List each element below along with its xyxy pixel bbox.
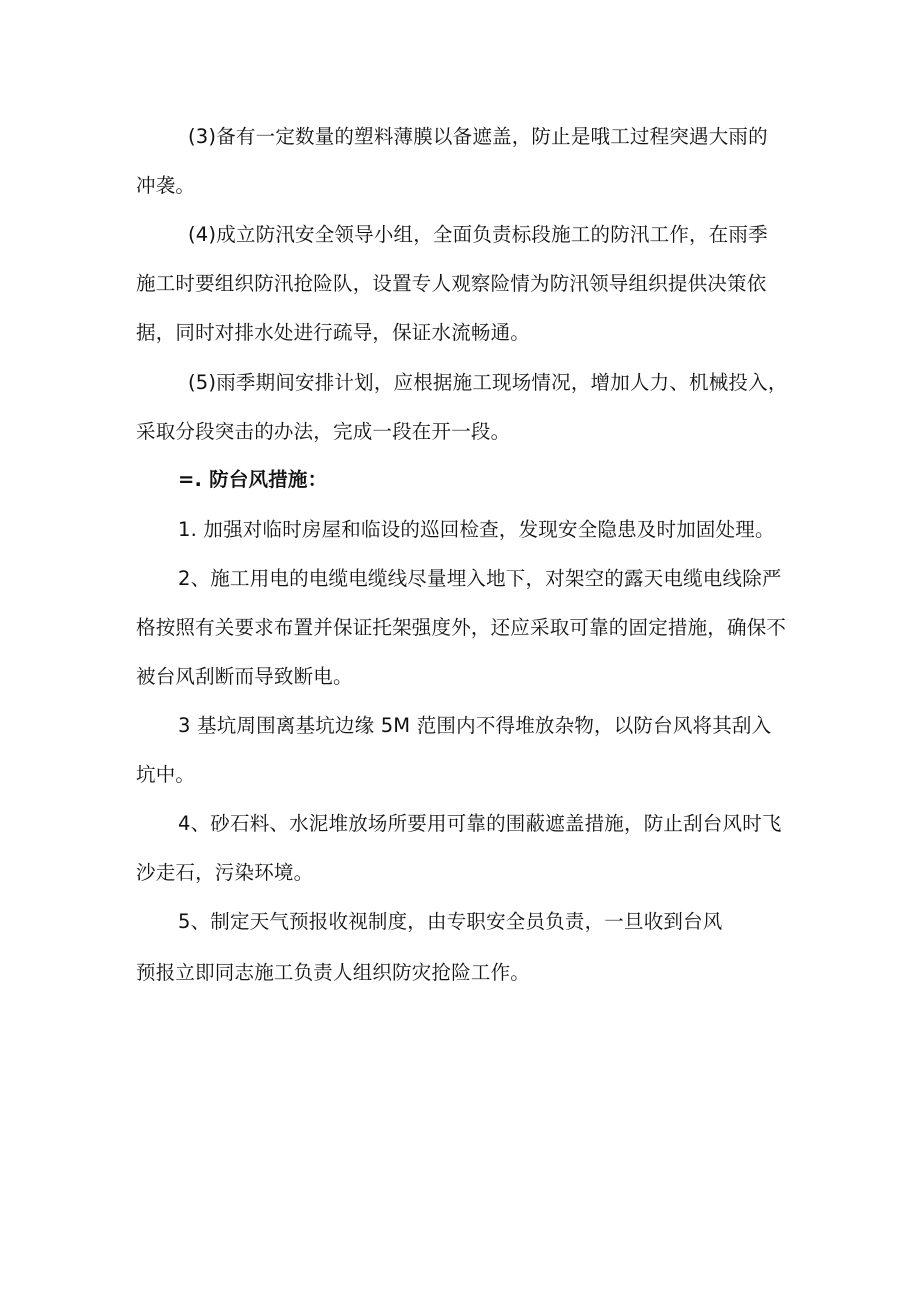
paragraph-5-line-1: (5)雨季期间安排计划，应根据施工现场情况，增加人力、机械投入， — [188, 371, 788, 394]
typhoon-item-5-line-2: 预报立即同志施工负责人组织防灾抢险工作。 — [136, 961, 531, 984]
typhoon-item-3-line-2: 坑中。 — [136, 763, 196, 786]
paragraph-5-line-2: 采取分段突击的办法，完成一段在开一段。 — [136, 420, 511, 443]
typhoon-item-2-line-1: 2、施工用电的电缆电缆线尽量埋入地下，对架空的露天电缆电线除严 — [178, 567, 782, 590]
paragraph-4-line-1: (4)成立防汛安全领导小组，全面负责标段施工的防汛工作，在雨季 — [188, 223, 768, 246]
typhoon-item-3-line-1: 3 基坑周围离基坑边缘 5M 范围内不得堆放杂物，以防台风将其刮入 — [178, 714, 772, 737]
paragraph-4-line-2: 施工时要组织防汛抢险队，设置专人观察险情为防汛领导组织提供决策依 — [136, 272, 767, 295]
typhoon-item-5-line-1: 5、制定天气预报收视制度，由专职安全员负责，一旦收到台风 — [178, 910, 723, 933]
paragraph-3-line-1: (3)备有一定数量的塑料薄膜以备遮盖，防止是哦工过程突遇大雨的 — [188, 125, 768, 148]
typhoon-item-2-line-2: 格按照有关要求布置并保证托架强度外，还应采取可靠的固定措施，确保不 — [136, 616, 787, 639]
paragraph-3-line-2: 冲袭。 — [136, 174, 196, 197]
paragraph-4-line-3: 据，同时对排水处进行疏导，保证水流畅通。 — [136, 321, 531, 344]
typhoon-item-1-line-1: 1. 加强对临时房屋和临设的巡回检查，发现安全隐患及时加固处理。 — [178, 518, 775, 541]
typhoon-item-2-line-3: 被台风刮断而导致断电。 — [136, 665, 353, 688]
typhoon-item-4-line-1: 4、砂石料、水泥堆放场所要用可靠的围蔽遮盖措施，防止刮台风时飞 — [178, 812, 782, 835]
typhoon-item-4-line-2: 沙走石，污染环境。 — [136, 861, 314, 884]
section-heading: =. 防台风措施： — [178, 468, 328, 491]
